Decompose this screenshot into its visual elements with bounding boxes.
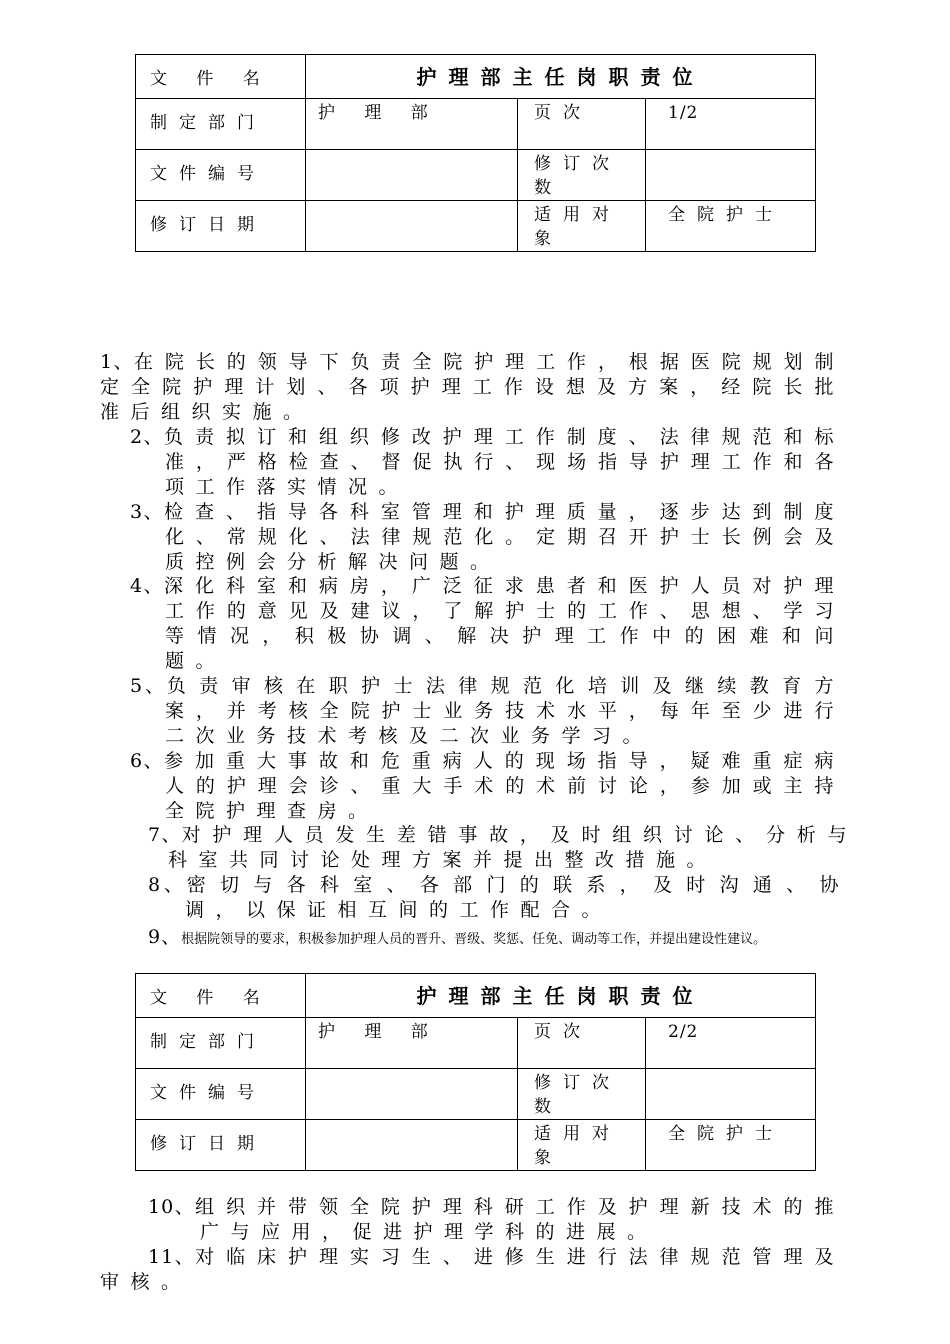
duty-item xyxy=(148,823,858,873)
duty-number: 5、 xyxy=(130,675,167,697)
duty-text: 对临床护理实习生、进修生进行法律规范管理及审核。 xyxy=(100,1246,845,1293)
duty-text: 参加重大事故和危重病人的现场指导，疑难重症病人的护理会诊、重大手术的术前讨论，参加或主持全院护理查房。 xyxy=(164,750,845,822)
dept-label: 制定部门 xyxy=(136,1018,306,1069)
applies-to-label: 适用对象 xyxy=(518,201,646,252)
dept-label: 制定部门 xyxy=(136,99,306,150)
revision-count-value xyxy=(646,1069,816,1120)
duty-item xyxy=(100,1245,845,1295)
revision-count-value xyxy=(646,150,816,201)
applies-to-value: 全院护士 xyxy=(646,1120,816,1171)
header-table-2 xyxy=(135,973,816,1171)
revision-date-label: 修订日期 xyxy=(136,201,306,252)
duty-number: 2、 xyxy=(130,426,165,448)
revision-count-label: 修订次数 xyxy=(518,150,646,201)
duty-item xyxy=(130,574,845,674)
duty-text: 对护理人员发生差错事故，及时组织讨论、分析与科室共同讨论处理方案并提出整改措施。 xyxy=(168,824,858,871)
document-title: 护理部主任岗职责位 xyxy=(306,55,816,99)
duty-number: 10、 xyxy=(148,1196,196,1218)
header-table-1 xyxy=(135,54,816,252)
dept-value: 护 理 部 xyxy=(306,1018,518,1069)
doc-no-value xyxy=(306,150,518,201)
duty-item xyxy=(130,749,845,824)
page-label: 页次 xyxy=(518,1018,646,1069)
applies-to-label: 适用对象 xyxy=(518,1120,646,1171)
page-value: 2/2 xyxy=(646,1018,816,1069)
dept-value: 护 理 部 xyxy=(306,99,518,150)
duty-number: 9、 xyxy=(148,926,182,948)
duty-text: 在院长的领导下负责全院护理工作，根据医院规划制定全院护理计划、各项护理工作设想及方案，经院长批准后组织实施。 xyxy=(100,351,845,423)
duty-item xyxy=(130,674,845,749)
document-title: 护理部主任岗职责位 xyxy=(306,974,816,1018)
duty-number: 6、 xyxy=(130,750,165,772)
duty-item xyxy=(130,500,845,575)
duty-item xyxy=(148,1195,845,1245)
file-name-label: 文 件 名 xyxy=(136,974,306,1018)
applies-to-value: 全院护士 xyxy=(646,201,816,252)
duty-item xyxy=(148,873,850,923)
duty-number: 3、 xyxy=(130,501,165,523)
page-label: 页次 xyxy=(518,99,646,150)
duty-number: 1、 xyxy=(100,351,134,373)
duty-item xyxy=(148,926,895,951)
file-name-label: 文 件 名 xyxy=(136,55,306,99)
duty-text: 负责审核在职护士法律规范化培训及继续教育方案，并考核全院护士业务技术水平，每年至少进行二次业务技术考核及二次业务学习。 xyxy=(165,675,845,747)
duty-item xyxy=(100,350,845,425)
duty-number: 4、 xyxy=(130,575,165,597)
duty-text: 密切与各科室、各部门的联系，及时沟通、协调，以保证相互间的工作配合。 xyxy=(185,874,850,921)
revision-date-value xyxy=(306,201,518,252)
doc-no-value xyxy=(306,1069,518,1120)
duty-text: 检查、指导各科室管理和护理质量，逐步达到制度化、常规化、法律规范化。定期召开护士长例会及质控例会分析解决问题。 xyxy=(164,501,845,573)
duty-text: 负责拟订和组织修改护理工作制度、法律规范和标准，严格检查、督促执行、现场指导护理工作和各项工作落实情况。 xyxy=(164,426,845,498)
duty-text: 深化科室和病房，广泛征求患者和医护人员对护理工作的意见及建议，了解护士的工作、思想、学习等情况，积极协调、解决护理工作中的困难和问题。 xyxy=(164,575,845,672)
doc-no-label: 文件编号 xyxy=(136,150,306,201)
duty-text: 根据院领导的要求，积极参加护理人员的晋升、晋级、奖惩、任免、调动等工作，并提出建设性建议。 xyxy=(181,932,767,947)
revision-date-label: 修订日期 xyxy=(136,1120,306,1171)
duty-number: 8、 xyxy=(148,874,187,896)
revision-count-label: 修订次数 xyxy=(518,1069,646,1120)
duty-number: 7、 xyxy=(148,824,182,846)
duty-number: 11、 xyxy=(148,1246,196,1268)
doc-no-label: 文件编号 xyxy=(136,1069,306,1120)
revision-date-value xyxy=(306,1120,518,1171)
duty-item xyxy=(130,425,845,500)
duty-text: 组织并带领全院护理科研工作及护理新技术的推广与应用，促进护理学科的进展。 xyxy=(195,1196,845,1243)
page-value: 1/2 xyxy=(646,99,816,150)
